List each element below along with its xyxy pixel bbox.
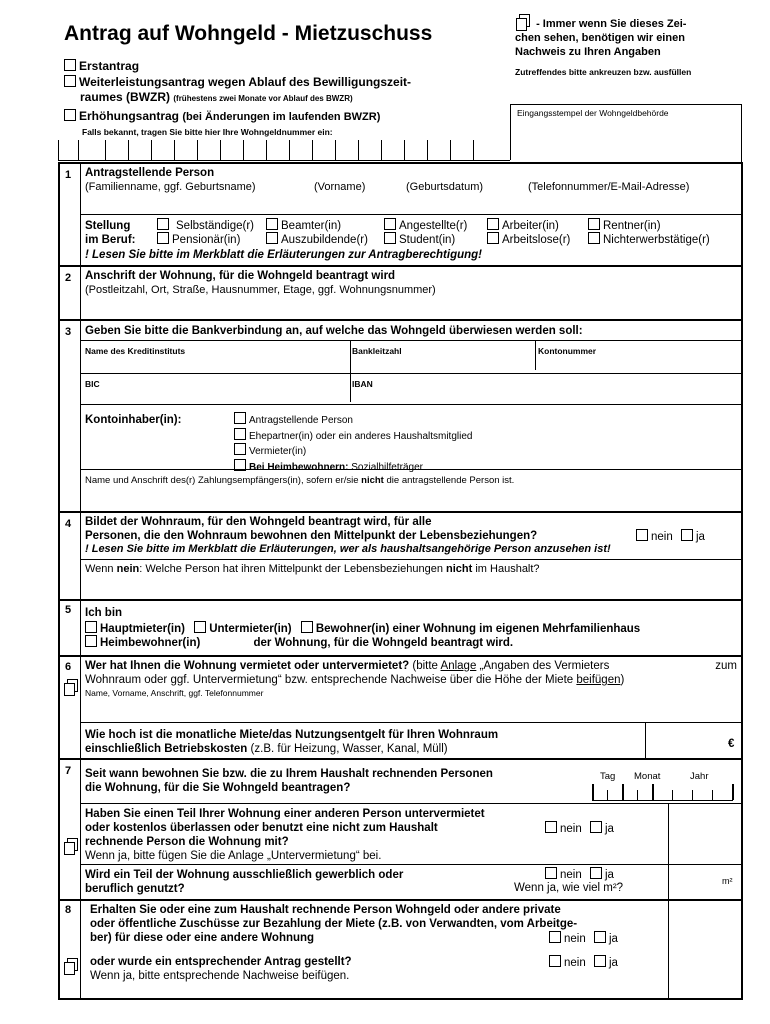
option-bewohner[interactable]: Bewohner(in) einer Wohnung im eigenen Mehrfamilienhaus (301, 623, 640, 635)
stellung-row-1: Selbständige(r) (157, 218, 254, 232)
untervermietung-answer (545, 821, 614, 835)
wohnform-row-1 (85, 621, 640, 635)
wgnr-tick (78, 140, 79, 160)
section-6-doc-icon (67, 679, 78, 695)
section-8-answer-1 (549, 931, 618, 945)
field-wenn-nein[interactable]: Wenn nein: Welche Person hat ihren Mittelpunkt der Lebensbeziehungen nicht im Haushalt? (85, 563, 540, 575)
section-8-doc-icon (67, 958, 78, 974)
option-erstantrag[interactable]: Erstantrag (64, 59, 139, 73)
option-rentner[interactable]: Rentner(in) (588, 218, 661, 232)
section-4-answer (636, 529, 705, 543)
field-geburtsdatum[interactable]: (Geburtsdatum) (406, 181, 484, 193)
untervermietung-question: Haben Sie einen Teil Ihrer Wohnung einer anderen Person untervermietet oder kostenlos überlassen oder benutzt eine nicht zum Haushalt rechnende Person die Wohnung mit? Wenn ja, bitte fügen Sie die Anlage „Untervermietung“ bei. (85, 808, 485, 862)
checkbox[interactable] (64, 109, 76, 121)
wohngeldnummer-hint: Falls bekannt, tragen Sie bitte hier Ihre Wohngeldnummer ein: (82, 127, 333, 137)
option-inhaber-antragsteller[interactable]: Antragstellende Person (234, 412, 472, 428)
option-ja[interactable]: ja (681, 531, 705, 543)
option-inhaber-sozialhilfe[interactable]: Bei Heimbewohnern: Sozialhilfeträger (234, 459, 472, 475)
option-inhaber-ehepartner[interactable]: Ehepartner(in) oder ein anderes Haushaltsmitglied (234, 428, 472, 444)
section-1-hint: ! Lesen Sie bitte im Merkblatt die Erläuterungen zur Antragberechtigung! (85, 249, 483, 261)
option-nein[interactable]: nein (549, 957, 586, 969)
document-icon (67, 838, 78, 851)
field-m2[interactable]: m² (722, 876, 733, 886)
section-6-question: Wer hat Ihnen die Wohnung vermietet oder untervermietet? (bitte Anlage „Angaben des Vermieters zum Wohnraum oder ggf. Untervermietung“ bzw. entsprechende Nachweise über die Höhe der Miete beifügen) (85, 660, 737, 686)
field-familienname[interactable]: (Familienname, ggf. Geburtsname) (85, 181, 256, 193)
option-untermieter[interactable]: Untermieter(in) (194, 623, 291, 635)
field-anschrift[interactable]: (Postleitzahl, Ort, Straße, Hausnummer, Etage, ggf. Wohnungsnummer) (85, 284, 436, 296)
option-student[interactable]: Student(in) (384, 232, 455, 246)
kontoinhaber-label: Kontoinhaber(in): (85, 414, 182, 426)
option-inhaber-vermieter[interactable]: Vermieter(in) (234, 443, 472, 459)
section-1-title: Antragstellende Person (85, 167, 215, 179)
section-3-number: 3 (65, 326, 72, 338)
option-nein[interactable]: nein (545, 823, 582, 835)
section-7-number: 7 (65, 765, 72, 777)
document-icon (67, 679, 78, 692)
field-blz[interactable]: Bankleitzahl (352, 346, 402, 356)
field-bankname[interactable]: Name des Kreditinstituts (85, 346, 186, 356)
section-2-number: 2 (65, 272, 72, 284)
section-5-number: 5 (65, 604, 72, 616)
document-icon (519, 14, 530, 27)
option-ja[interactable]: ja (594, 933, 618, 945)
field-iban[interactable]: IBAN (352, 379, 373, 389)
field-zahlungsempfaenger[interactable]: Name und Anschrift des(r) Zahlungsempfängers(in), sofern er/sie nicht die antragstellende Person ist. (85, 475, 515, 486)
kontoinhaber-options (234, 412, 472, 474)
section-8-number: 8 (65, 904, 72, 916)
date-label-monat: Monat (634, 771, 661, 782)
wohnform-row-2: Heimbewohner(in) der Wohnung, für die Wohngeld beantragt wird. (85, 635, 513, 649)
option-nichterwerb[interactable]: Nichterwerbstätige(r) (588, 232, 710, 246)
option-pensionaer[interactable]: Pensionär(in) (157, 232, 240, 246)
date-field[interactable] (592, 784, 733, 800)
miete-question: Wie hoch ist die monatliche Miete/das Nutzungsentgelt für Ihren Wohnraum einschließlich Betriebskosten (z.B. für Heizung, Wasser, Kanal, Müll) (85, 729, 499, 755)
section-7-doc-icon (67, 838, 78, 854)
date-label-tag: Tag (600, 771, 616, 782)
section-5-title: Ich bin (85, 607, 123, 619)
stamp-label: Eingangsstempel der Wohngeldbehörde (517, 108, 669, 118)
option-nein[interactable]: nein (636, 531, 673, 543)
field-kontonummer[interactable]: Kontonummer (538, 346, 597, 356)
checkbox[interactable] (64, 75, 76, 87)
checkbox[interactable] (64, 59, 76, 71)
stellung-label: Stellung im Beruf: (85, 220, 136, 246)
option-azubi[interactable]: Auszubildende(r) (266, 232, 368, 246)
section-8-antrag: oder wurde ein entsprechender Antrag gestellt? Wenn ja, bitte entsprechende Nachweise beifügen. (90, 956, 352, 982)
option-erhoehung[interactable]: Erhöhungsantrag (bei Änderungen im laufenden BWZR) (64, 109, 380, 123)
option-beamter[interactable]: Beamter(in) (266, 218, 341, 232)
document-icon (67, 958, 78, 971)
date-label-jahr: Jahr (690, 771, 709, 782)
option-nein[interactable]: nein (549, 933, 586, 945)
page-title: Antrag auf Wohngeld - Mietzuschuss (64, 22, 433, 45)
option-ja[interactable]: ja (590, 823, 614, 835)
field-vorname[interactable]: (Vorname) (314, 181, 366, 193)
option-angestellt[interactable]: Angestellte(r) (384, 218, 467, 232)
option-ja[interactable]: ja (594, 957, 618, 969)
gewerblich-answer (545, 867, 614, 881)
field-bic[interactable]: BIC (85, 379, 100, 389)
option-arbeiter[interactable]: Arbeiter(in) (487, 218, 559, 232)
field-telefon[interactable]: (Telefonnummer/E-Mail-Adresse) (528, 181, 690, 193)
section-4-question: Bildet der Wohnraum, für den Wohngeld beantragt wird, für alle Personen, die den Wohnraum bewohnen den Mittelpunkt der Lebensbeziehungen? (85, 516, 538, 542)
option-arbeitslos[interactable]: Arbeitslose(r) (487, 232, 570, 246)
checkbox-selbstaendig[interactable] (157, 218, 169, 230)
gewerblich-question: Wird ein Teil der Wohnung ausschließlich gewerblich oder beruflich genutzt? (85, 869, 404, 895)
option-weiterleistung[interactable]: Weiterleistungsantrag wegen Ablauf des Bewilligungszeit- raumes (BWZR) (frühestens zwei Monate vor Ablauf des BWZR) (64, 75, 411, 106)
gewerblich-followup: Wenn ja, wie viel m²? (514, 882, 624, 894)
section-2-title: Anschrift der Wohnung, für die Wohngeld beantragt wird (85, 270, 396, 282)
option-ja[interactable]: ja (590, 869, 614, 881)
option-nein[interactable]: nein (545, 869, 582, 881)
proof-note-sub: Zutreffendes bitte ankreuzen bzw. ausfüllen (515, 67, 692, 77)
section-6-number: 6 (65, 661, 72, 673)
proof-note: - Immer wenn Sie dieses Zei- chen sehen, benötigen wir einen Nachweis zu Ihren Angaben (515, 14, 750, 59)
section-8-question: Erhalten Sie oder eine zum Haushalt rechnende Person Wohngeld oder andere private oder öffentliche Zuschüsse zur Bezahlung der Miete (z.B. von Verwandten, vom Arbeitge- ber) für diese oder eine andere Wohnung (90, 904, 578, 944)
section-4-hint: ! Lesen Sie bitte im Merkblatt die Erläuterungen, wer als haushaltsangehörige Person anzusehen ist! (85, 543, 611, 555)
option-hauptmieter[interactable]: Hauptmieter(in) (85, 623, 185, 635)
field-vermieter[interactable]: Name, Vorname, Anschrift, ggf. Telefonnummer (85, 688, 264, 698)
section-4-number: 4 (65, 518, 72, 530)
option-heimbewohner[interactable]: Heimbewohner(in) (85, 637, 200, 649)
section-3-title: Geben Sie bitte die Bankverbindung an, auf welche das Wohngeld überwiesen werden soll: (85, 325, 583, 337)
section-1-number: 1 (65, 169, 72, 181)
field-miete-euro[interactable]: € (728, 738, 735, 750)
section-7-question: Seit wann bewohnen Sie bzw. die zu Ihrem Haushalt rechnenden Personen die Wohnung, für die Sie Wohngeld beantragen? (85, 768, 493, 794)
section-8-answer-2 (549, 955, 618, 969)
